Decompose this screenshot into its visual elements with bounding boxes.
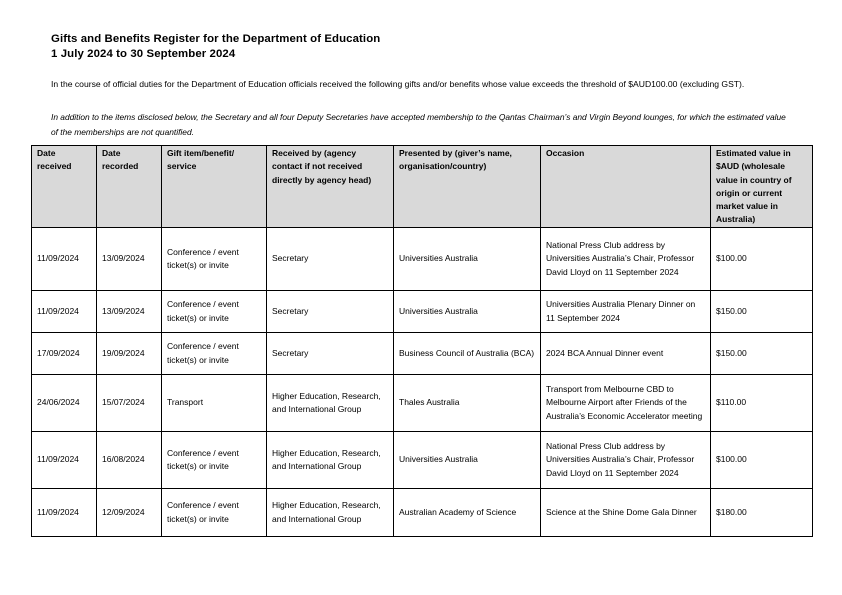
column-header-date-recorded: Date recorded xyxy=(97,146,162,228)
cell-date-received: 11/09/2024 xyxy=(32,228,97,291)
cell-date-recorded: 15/07/2024 xyxy=(97,375,162,432)
table-row xyxy=(32,291,813,333)
cell-presented-by: Universities Australia xyxy=(394,432,541,489)
cell-estimated-value: $110.00 xyxy=(711,375,813,432)
column-header-presented-by: Presented by (giver’s name, organisation/country) xyxy=(394,146,541,228)
cell-received-by: Higher Education, Research, and International Group xyxy=(267,375,394,432)
cell-presented-by: Business Council of Australia (BCA) xyxy=(394,333,541,375)
cell-date-recorded: 16/08/2024 xyxy=(97,432,162,489)
cell-gift-item: Conference / event ticket(s) or invite xyxy=(162,432,267,489)
cell-occasion: 2024 BCA Annual Dinner event xyxy=(541,333,711,375)
cell-presented-by: Universities Australia xyxy=(394,291,541,333)
cell-received-by: Secretary xyxy=(267,228,394,291)
column-header-received-by: Received by (agency contact if not received directly by agency head) xyxy=(267,146,394,228)
cell-date-received: 11/09/2024 xyxy=(32,432,97,489)
table-row xyxy=(32,228,813,291)
table-header-row xyxy=(32,146,813,228)
cell-estimated-value: $180.00 xyxy=(711,489,813,537)
cell-gift-item: Conference / event ticket(s) or invite xyxy=(162,291,267,333)
cell-received-by: Secretary xyxy=(267,291,394,333)
gifts-register-table xyxy=(31,145,813,537)
cell-received-by: Higher Education, Research, and International Group xyxy=(267,489,394,537)
column-header-gift-item: Gift item/benefit/ service xyxy=(162,146,267,228)
cell-date-recorded: 12/09/2024 xyxy=(97,489,162,537)
cell-occasion: National Press Club address by Universities Australia’s Chair, Professor David Lloyd on 11 September 2024 xyxy=(541,432,711,489)
cell-date-received: 11/09/2024 xyxy=(32,291,97,333)
title-line-2: 1 July 2024 to 30 September 2024 xyxy=(51,48,236,60)
page-title xyxy=(51,32,380,62)
cell-estimated-value: $100.00 xyxy=(711,228,813,291)
intro-paragraph: In the course of official duties for the Department of Education officials received the following gifts and/or benefits whose value exceeds the threshold of $AUD100.00 (excluding GST). xyxy=(51,79,745,89)
title-line-1: Gifts and Benefits Register for the Department of Education xyxy=(51,33,381,45)
column-header-estimated-value: Estimated value in $AUD (wholesale value in country of origin or current market value in Australia) xyxy=(711,146,813,228)
cell-presented-by: Thales Australia xyxy=(394,375,541,432)
cell-occasion: Universities Australia Plenary Dinner on 11 September 2024 xyxy=(541,291,711,333)
cell-occasion: National Press Club address by Universities Australia’s Chair, Professor David Lloyd on 11 September 2024 xyxy=(541,228,711,291)
cell-gift-item: Conference / event ticket(s) or invite xyxy=(162,228,267,291)
cell-estimated-value: $150.00 xyxy=(711,291,813,333)
table-row xyxy=(32,489,813,537)
cell-presented-by: Australian Academy of Science xyxy=(394,489,541,537)
cell-received-by: Higher Education, Research, and International Group xyxy=(267,432,394,489)
lounge-membership-note: In addition to the items disclosed below, the Secretary and all four Deputy Secretaries have accepted membership to the Qantas Chairman’s and Virgin Beyond lounges, for which the estimated value of the memberships are not quantified. xyxy=(51,112,786,137)
cell-date-received: 17/09/2024 xyxy=(32,333,97,375)
column-header-occasion: Occasion xyxy=(541,146,711,228)
column-header-date-received: Date received xyxy=(32,146,97,228)
table-row xyxy=(32,375,813,432)
cell-presented-by: Universities Australia xyxy=(394,228,541,291)
cell-date-recorded: 13/09/2024 xyxy=(97,291,162,333)
cell-received-by: Secretary xyxy=(267,333,394,375)
cell-occasion: Transport from Melbourne CBD to Melbourne Airport after Friends of the Australia’s Economic Accelerator meeting xyxy=(541,375,711,432)
cell-date-recorded: 13/09/2024 xyxy=(97,228,162,291)
cell-gift-item: Conference / event ticket(s) or invite xyxy=(162,333,267,375)
cell-estimated-value: $100.00 xyxy=(711,432,813,489)
cell-date-recorded: 19/09/2024 xyxy=(97,333,162,375)
cell-estimated-value: $150.00 xyxy=(711,333,813,375)
cell-date-received: 11/09/2024 xyxy=(32,489,97,537)
cell-occasion: Science at the Shine Dome Gala Dinner xyxy=(541,489,711,537)
table-row xyxy=(32,432,813,489)
table-row xyxy=(32,333,813,375)
cell-date-received: 24/06/2024 xyxy=(32,375,97,432)
cell-gift-item: Conference / event ticket(s) or invite xyxy=(162,489,267,537)
cell-gift-item: Transport xyxy=(162,375,267,432)
